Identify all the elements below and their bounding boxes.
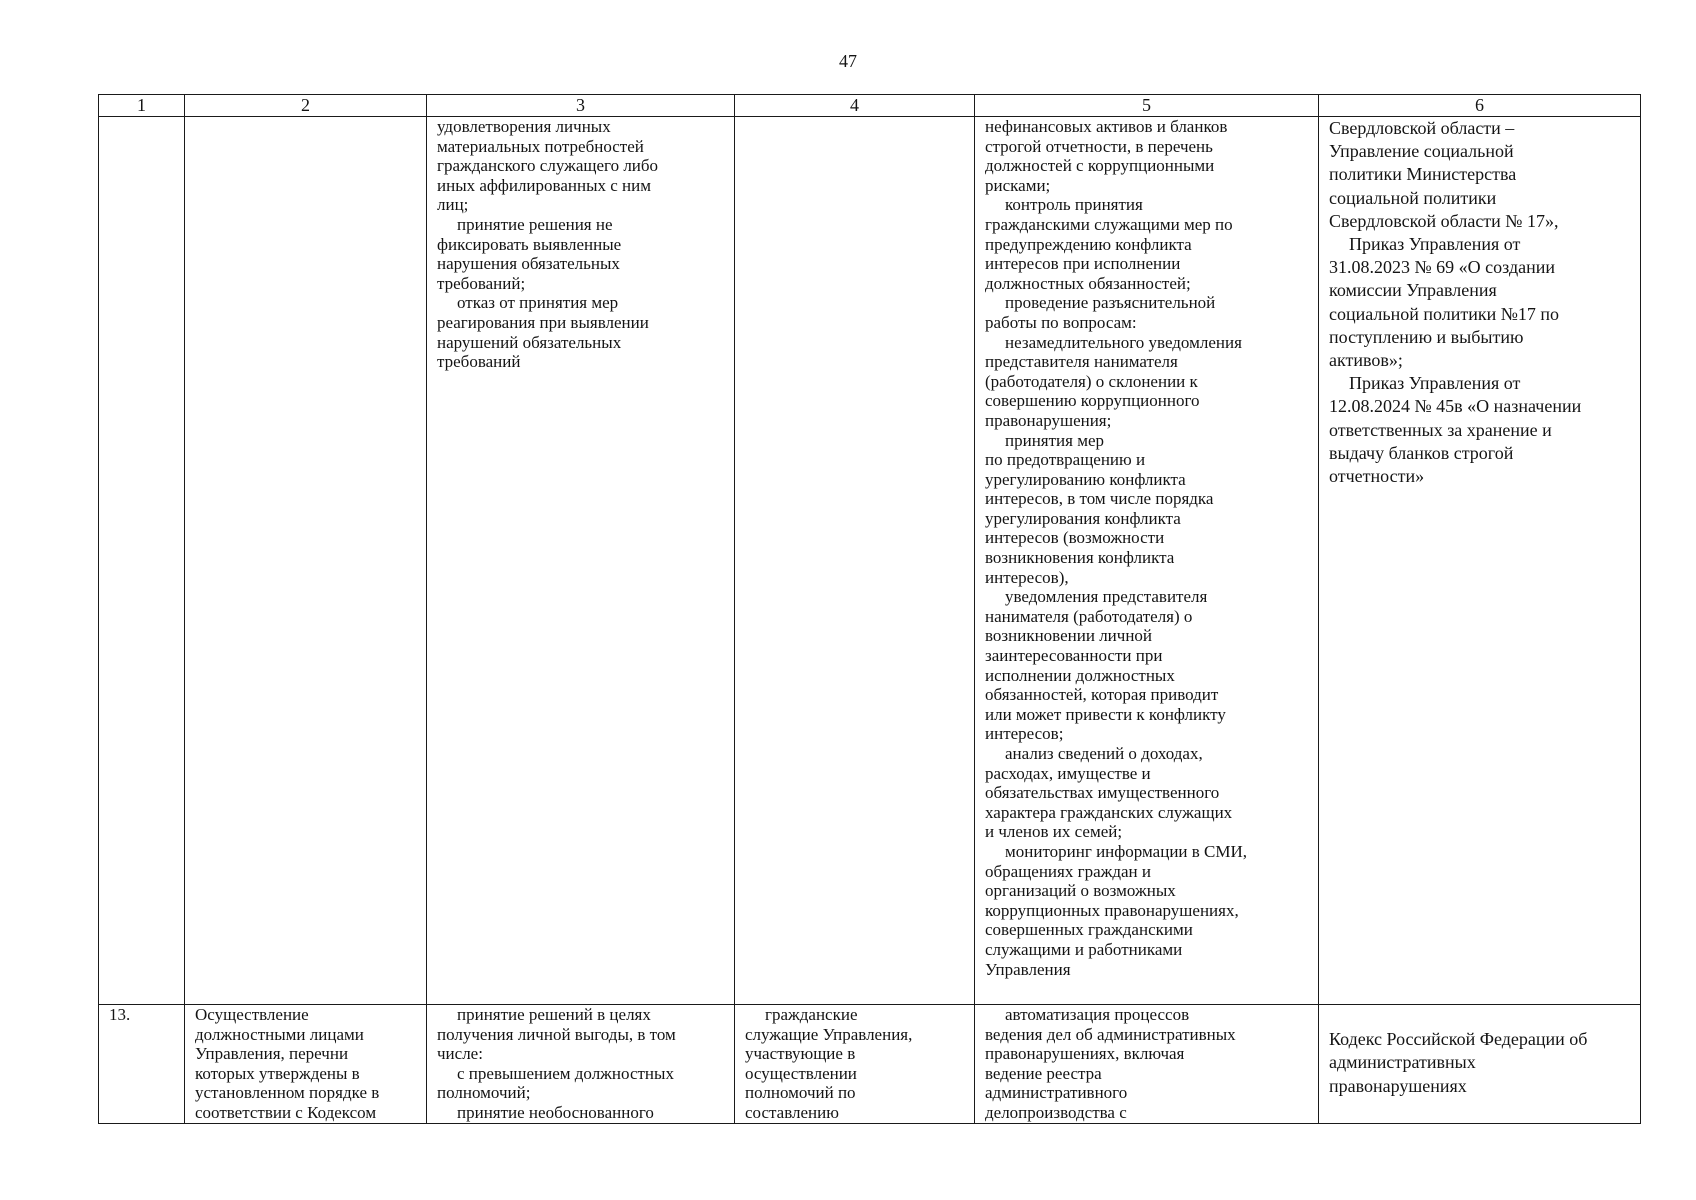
cell-text-line: мониторинг информации в СМИ, [1005, 841, 1248, 861]
cell-text-line: ведение реестра [985, 1063, 1102, 1083]
cell-text-line: получения личной выгоды, в том [437, 1024, 676, 1044]
table-row-continuation [99, 117, 1641, 1005]
cell-text-line: возникновении личной [985, 626, 1153, 646]
cell-text-line: гражданские [765, 1005, 858, 1024]
risk-area-cell [185, 1005, 427, 1124]
cell-text-line: служащими и работниками [985, 939, 1183, 959]
cell-text-line: материальных потребностей [437, 136, 644, 156]
cell-text-line: составлению [745, 1102, 839, 1122]
cell-text-line: интересов (возможности [985, 528, 1165, 548]
cell-text-line: нарушений обязательных [437, 332, 622, 352]
cell-text-line: требований; [437, 273, 526, 293]
measures-table [98, 94, 1641, 1124]
cell-text-line: Кодекс Российской Федерации об [1329, 1029, 1588, 1050]
cell-text-line: нефинансовых активов и бланков [985, 117, 1228, 136]
cell-text-line: Приказ Управления от [1349, 373, 1521, 394]
risk-description-cell [427, 1005, 735, 1124]
cell-text-line: урегулирования конфликта [985, 508, 1181, 528]
cell-text-line: заинтересованности при [985, 646, 1163, 666]
risk-area-cell [185, 117, 427, 1005]
cell-text-line: предупреждению конфликта [985, 234, 1192, 254]
header-cell-5: 5 [975, 95, 1319, 117]
cell-text-line: правонарушения; [985, 410, 1112, 430]
cell-text-line: должностных обязанностей; [985, 273, 1191, 293]
cell-text-line: 12.08.2024 № 45в «О назначении [1329, 396, 1582, 417]
cell-text-line: соответствии с Кодексом [195, 1102, 377, 1122]
cell-text-line: принятие решения не [457, 214, 613, 234]
cell-text-line: исполнении должностных [985, 665, 1175, 685]
cell-text-line: делопроизводства с [985, 1102, 1127, 1122]
cell-text-line: совершенных гражданскими [985, 920, 1193, 940]
cell-text-line: реагирования при выявлении [437, 312, 649, 332]
cell-text-line: активов»; [1329, 350, 1403, 371]
cell-text-line: Свердловской области № 17», [1329, 210, 1559, 231]
cell-text-line: характера гражданских служащих [985, 802, 1233, 822]
table-row-13 [99, 1005, 1641, 1124]
cell-text-line: контроль принятия [1005, 195, 1143, 215]
cell-text-line: комиссии Управления [1329, 280, 1497, 301]
cell-text-line: интересов, в том числе порядка [985, 489, 1214, 509]
cell-text-line: должностными лицами [195, 1024, 364, 1044]
cell-text-line: незамедлительного уведомления [1005, 332, 1242, 352]
header-cell-4: 4 [735, 95, 975, 117]
cell-text-line: нарушения обязательных [437, 254, 620, 274]
header-cell-3: 3 [427, 95, 735, 117]
header-cell-2: 2 [185, 95, 427, 117]
cell-text-line: Управления [985, 959, 1071, 979]
cell-text-line [1329, 1005, 1634, 1028]
cell-text-line: строгой отчетности, в перечень [985, 136, 1213, 156]
positions-cell [735, 1005, 975, 1124]
risk-description-cell [427, 117, 735, 1005]
cell-text-line: осуществлении [745, 1063, 857, 1083]
cell-text-line: служащие Управления, [745, 1024, 913, 1044]
cell-text-line: правонарушениях [1329, 1075, 1467, 1096]
cell-text-line: представителя нанимателя [985, 352, 1178, 372]
cell-text-line: иных аффилированных с ним [437, 175, 651, 195]
cell-text-line: административного [985, 1083, 1128, 1103]
cell-text-line: административных [1329, 1052, 1476, 1073]
cell-text-line: обязанностей, которая приводит [985, 685, 1219, 705]
row-number-cell [99, 117, 185, 1005]
cell-text-line: с превышением должностных [457, 1063, 674, 1083]
cell-text-line: удовлетворения личных [437, 117, 611, 136]
cell-text-line: интересов), [985, 567, 1069, 587]
cell-text-line: гражданскими служащими мер по [985, 214, 1233, 234]
cell-text-line: Осуществление [195, 1005, 309, 1024]
cell-text-line: по предотвращению и [985, 450, 1146, 470]
cell-text-line: числе: [437, 1044, 483, 1064]
cell-text-line: принятие необоснованного [457, 1102, 654, 1122]
cell-text-line: Управление социальной [1329, 141, 1514, 162]
cell-text-line: возникновения конфликта [985, 548, 1175, 568]
cell-text-line: гражданского служащего либо [437, 156, 659, 176]
cell-text-line: должностей с коррупционными [985, 156, 1215, 176]
cell-text-line: уведомления представителя [1005, 587, 1208, 607]
measures-cell [975, 1005, 1319, 1124]
header-cell-6: 6 [1319, 95, 1641, 117]
cell-text-line: нанимателя (работодателя) о [985, 606, 1193, 626]
cell-text-line: требований [437, 352, 521, 372]
cell-text-line: установленном порядке в [195, 1083, 380, 1103]
cell-text-line: правонарушениях, включая [985, 1044, 1185, 1064]
cell-text-line: или может привести к конфликту [985, 704, 1226, 724]
cell-text-line: поступлению и выбытию [1329, 326, 1524, 347]
cell-text-line: коррупционных правонарушениях, [985, 900, 1239, 920]
cell-text-line: урегулированию конфликта [985, 469, 1186, 489]
cell-text-line: политики Министерства [1329, 164, 1517, 185]
cell-text-line: которых утверждены в [195, 1063, 360, 1083]
cell-text-line: организаций о возможных [985, 881, 1176, 901]
cell-text-line: интересов при исполнении [985, 254, 1181, 274]
cell-text-line: автоматизация процессов [1005, 1005, 1190, 1024]
cell-text-line: анализ сведений о доходах, [1005, 744, 1203, 763]
cell-text-line: социальной политики №17 по [1329, 303, 1560, 324]
cell-text-line: социальной политики [1329, 187, 1497, 208]
cell-text-line: и членов их семей; [985, 822, 1123, 842]
positions-cell [735, 117, 975, 1005]
cell-text-line: принятия мер [1005, 430, 1105, 450]
cell-text-line: 31.08.2023 № 69 «О создании [1329, 257, 1555, 278]
cell-text-line: расходах, имуществе и [985, 763, 1151, 783]
cell-text-line: участвующие в [745, 1044, 856, 1064]
header-row [99, 95, 1641, 117]
cell-text-line: отчетности» [1329, 466, 1425, 487]
cell-text-line: полномочий по [745, 1083, 856, 1103]
legal-acts-cell [1319, 1005, 1641, 1124]
cell-text-line: Свердловской области – [1329, 118, 1515, 138]
cell-text-line: ведения дел об административных [985, 1024, 1236, 1044]
cell-text-line: совершению коррупционного [985, 391, 1200, 411]
cell-text-line: полномочий; [437, 1083, 531, 1103]
row-number-cell: 13. [99, 1005, 185, 1124]
cell-text-line: обязательствах имущественного [985, 783, 1220, 803]
cell-text-line: (работодателя) о склонении к [985, 371, 1198, 391]
measures-cell [975, 117, 1319, 1005]
cell-text-line: рисками; [985, 175, 1051, 195]
cell-text-line: проведение разъяснительной [1005, 293, 1216, 313]
cell-text-line: выдачу бланков строгой [1329, 442, 1514, 463]
cell-text-line: ответственных за хранение и [1329, 419, 1552, 440]
cell-text-line: работы по вопросам: [985, 312, 1137, 332]
cell-text-line: лиц; [437, 195, 469, 215]
legal-acts-cell [1319, 117, 1641, 1005]
cell-text-line: интересов; [985, 724, 1064, 744]
cell-text-line: Управления, перечни [195, 1044, 349, 1064]
cell-text-line: принятие решений в целях [457, 1005, 651, 1024]
cell-text-line: Приказ Управления от [1349, 234, 1521, 255]
cell-text-line: обращениях граждан и [985, 861, 1151, 881]
page-number: 47 [839, 51, 857, 71]
header-cell-1: 1 [99, 95, 185, 117]
cell-text-line: отказ от принятия мер [457, 293, 619, 313]
cell-text-line: фиксировать выявленные [437, 234, 622, 254]
